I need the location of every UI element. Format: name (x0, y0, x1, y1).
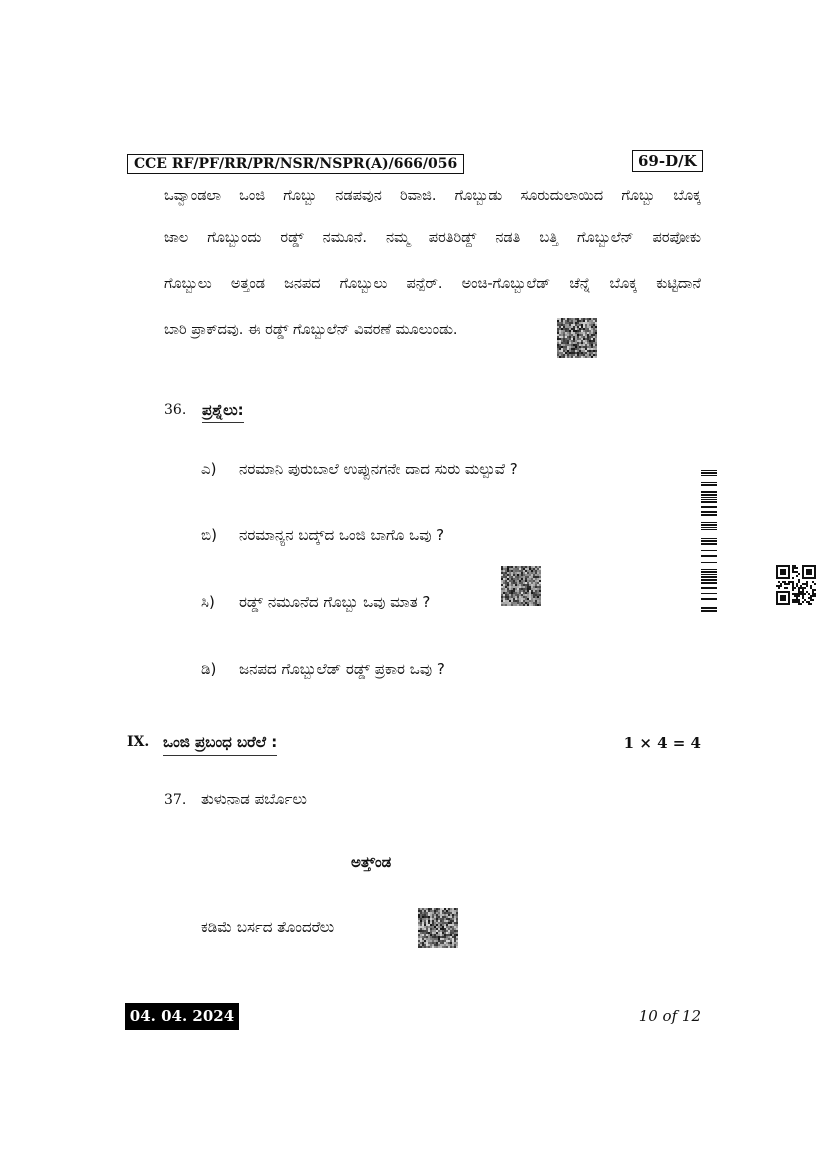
or-label: ಅತ್ತ್‌ಂಡ (351, 853, 392, 871)
option-text: ಜನಪದ ಗೊಬ್ಬುಲೆಡ್ ರಡ್ಡ್ ಪ್ರಕಾರ ಒವು ? (239, 660, 445, 678)
page-number: 10 of 12 (638, 1007, 701, 1025)
essay-topic: ತುಳುನಾಡ ಪರ್ಬೊಲು (201, 790, 307, 808)
essay-alt-topic: ಕಡಿಮೆ ಬರ್ಸದ ತೊಂದರೆಲು (201, 918, 335, 936)
passage-line: ಒವ್ವಾಂಡಲಾ ಒಂಜಿ ಗೊಬ್ಬು ನಡಪವುನ ರಿವಾಜಿ. ಗೊಬ್ಬುಡು ಸೂರುದುಲಾಯಿದ ಗೊಬ್ಬು ಬೊಕ್ಕ (164, 188, 701, 204)
section-title: ಒಂಜಿ ಪ್ರಬಂಧ ಬರೆಲೆ : (163, 733, 277, 756)
qr-code (776, 565, 816, 605)
barcode (701, 470, 717, 613)
option-mark: ಡಿ) (201, 660, 217, 678)
question-number: 37. (164, 792, 187, 808)
section-marks: 1 × 4 = 4 (623, 734, 701, 752)
security-noise-pattern (418, 908, 458, 948)
question-option (201, 460, 518, 478)
option-mark: ಎ) (201, 460, 217, 478)
option-text: ನರಮಾನ್ಯನ ಬದ್ಕ್‌ದ ಒಂಜಿ ಬಾಗೊ ಒವು ? (239, 526, 445, 544)
question-heading: ಪ್ರಶ್ನೆಲು: (202, 401, 244, 423)
passage-line: ಬಾರಿ ಪ್ರಾಕ್‌ದವು. ಈ ರಡ್ಡ್ ಗೊಬ್ಬುಲೆನ್ ವಿವರಣೆ ಮೂಲುಂಡು. (164, 322, 458, 338)
security-noise-pattern (557, 318, 597, 358)
section-number: IX. (127, 734, 150, 750)
security-noise-pattern (501, 566, 541, 606)
question-number: 36. (164, 402, 187, 418)
question-option (201, 526, 444, 544)
exam-code: CCE RF/PF/RR/PR/NSR/NSPR(A)/666/056 (127, 154, 464, 174)
option-text: ರಡ್ಡ್ ನಮೂನೆದ ಗೊಬ್ಬು ಒವು ಮಾತ ? (239, 593, 431, 611)
option-mark: ಸಿ) (201, 593, 215, 611)
paper-code: 69-D/K (632, 150, 703, 172)
option-text: ನರಮಾನಿ ಪುರುಬಾಲೆ ಉಪ್ಪುನಗನೇ ದಾದ ಸುರು ಮಲ್ಪುವೆ ? (239, 460, 518, 478)
question-option (201, 660, 445, 678)
question-option (201, 593, 430, 611)
option-mark: ಬಿ) (201, 526, 217, 544)
passage-line: ಗೊಬ್ಬುಲು ಅತ್ತಂಡ ಜನಪದ ಗೊಬ್ಬುಲು ಪನ್ಪೆರ್. ಅಂಚಿ-ಗೊಬ್ಬುಲೆಡ್ ಚೆನ್ನೆ ಬೊಕ್ಕ ಕುಟ್ಟಿದಾನೆ (164, 276, 701, 292)
passage-line: ಜಾಲ ಗೊಬ್ಬುಂದು ರಡ್ಡ್ ನಮೂನೆ. ನಮ್ಮ ಪರತಿರಿಡ್ದ್ ನಡತಿ ಬತ್ತಿ ಗೊಬ್ಬುಲೆನ್ ಪರಪೋಕು (164, 230, 701, 246)
exam-date: 04. 04. 2024 (125, 1003, 239, 1030)
